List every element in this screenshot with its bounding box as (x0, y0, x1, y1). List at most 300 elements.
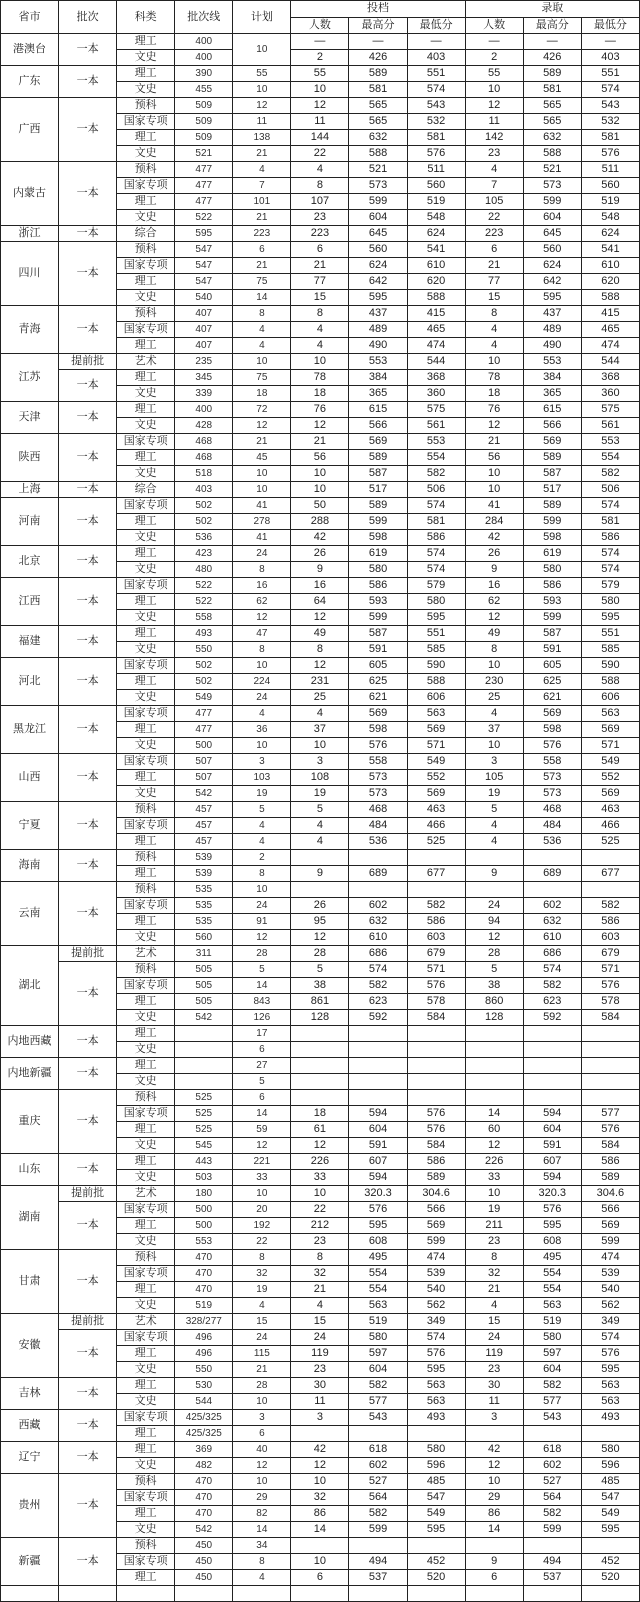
subject-cell: 文史 (117, 1042, 175, 1058)
subject-cell: 预科 (117, 802, 175, 818)
plan-cell: 24 (233, 546, 291, 562)
filing-max-cell: 564 (349, 1490, 407, 1506)
admission-count-cell: 4 (465, 322, 523, 338)
filing-count-cell: 11 (291, 1394, 349, 1410)
admission-count-cell: 3 (465, 1410, 523, 1426)
batch-line-cell: 369 (175, 1442, 233, 1458)
plan-cell: 32 (233, 1266, 291, 1282)
plan-cell: 40 (233, 1442, 291, 1458)
batch-line-cell (175, 1026, 233, 1042)
filing-min-cell: 603 (407, 930, 465, 946)
subject-cell: 文史 (117, 1170, 175, 1186)
admission-max-cell: 594 (523, 1106, 581, 1122)
admission-max-cell: 618 (523, 1442, 581, 1458)
subject-cell: 预科 (117, 1250, 175, 1266)
plan-cell: 2 (233, 850, 291, 866)
filing-count-cell: 226 (291, 1154, 349, 1170)
plan-cell: 41 (233, 530, 291, 546)
table-row (1, 802, 640, 818)
plan-cell: 4 (233, 1570, 291, 1586)
admission-count-cell: 230 (465, 674, 523, 690)
plan-cell: 4 (233, 322, 291, 338)
plan-cell: 4 (233, 818, 291, 834)
filing-max-cell: 632 (349, 130, 407, 146)
admission-max-cell (523, 1026, 581, 1042)
plan-cell: 14 (233, 290, 291, 306)
filing-min-cell (407, 882, 465, 898)
admission-min-cell: 679 (581, 946, 639, 962)
batch-cell: 一本 (59, 1154, 117, 1186)
plan-cell: 16 (233, 578, 291, 594)
subject-cell: 理工 (117, 914, 175, 930)
filing-min-cell: 586 (407, 914, 465, 930)
filing-max-cell: 384 (349, 370, 407, 386)
table-row (1, 1090, 640, 1106)
filing-min-cell: 360 (407, 386, 465, 402)
batch-line-cell: 328/277 (175, 1314, 233, 1330)
plan-cell: 8 (233, 642, 291, 658)
batch-line-cell: 558 (175, 610, 233, 626)
table-row (1, 1330, 640, 1346)
batch-line-cell: 493 (175, 626, 233, 642)
admission-count-cell: 4 (465, 818, 523, 834)
table-row (1, 434, 640, 450)
filing-min-cell: 599 (407, 1234, 465, 1250)
batch-cell: 提前批 (59, 1314, 117, 1330)
batch-cell: 一本 (59, 754, 117, 802)
admission-min-cell: 576 (581, 978, 639, 994)
filing-max-cell: 519 (349, 1314, 407, 1330)
admission-max-cell: 642 (523, 274, 581, 290)
filing-min-cell: 511 (407, 162, 465, 178)
filing-max-cell: 569 (349, 434, 407, 450)
filing-max-cell: 602 (349, 1458, 407, 1474)
table-row (1, 1410, 640, 1426)
admission-max-cell: 580 (523, 562, 581, 578)
admission-count-cell: 9 (465, 866, 523, 882)
batch-line-cell: 502 (175, 658, 233, 674)
subject-cell: 文史 (117, 1394, 175, 1410)
filing-min-cell: 578 (407, 994, 465, 1010)
province-cell: 黑龙江 (1, 706, 59, 754)
batch-cell: 一本 (59, 482, 117, 498)
admission-count-cell: 14 (465, 1106, 523, 1122)
admission-min-cell: 595 (581, 1362, 639, 1378)
empty-cell (465, 1586, 523, 1602)
admission-max-cell: 527 (523, 1474, 581, 1490)
subject-cell: 国家专项 (117, 1106, 175, 1122)
subject-cell: 国家专项 (117, 1410, 175, 1426)
admission-max-cell: 365 (523, 386, 581, 402)
admission-max-cell: 623 (523, 994, 581, 1010)
filing-count-cell: 12 (291, 1458, 349, 1474)
filing-count-cell: 24 (291, 1330, 349, 1346)
admission-max-cell: 490 (523, 338, 581, 354)
province-cell: 内地新疆 (1, 1058, 59, 1090)
admission-count-cell: 76 (465, 402, 523, 418)
plan-cell: 12 (233, 418, 291, 434)
subject-cell: 文史 (117, 1234, 175, 1250)
admission-count-cell: 7 (465, 178, 523, 194)
admission-min-cell: 540 (581, 1282, 639, 1298)
filing-min-cell: 415 (407, 306, 465, 322)
filing-min-cell: 474 (407, 338, 465, 354)
filing-max-cell: 320.3 (349, 1186, 407, 1202)
filing-min-cell: 610 (407, 258, 465, 274)
batch-cell: 一本 (59, 578, 117, 626)
filing-count-cell: 8 (291, 1250, 349, 1266)
filing-min-cell: 551 (407, 66, 465, 82)
subject-cell: 艺术 (117, 946, 175, 962)
filing-max-cell: 619 (349, 546, 407, 562)
plan-cell: 19 (233, 786, 291, 802)
plan-cell: 21 (233, 434, 291, 450)
admission-count-cell: 12 (465, 1138, 523, 1154)
admission-count-cell: 23 (465, 1234, 523, 1250)
batch-line-cell: 519 (175, 1298, 233, 1314)
plan-cell: 82 (233, 1506, 291, 1522)
plan-cell: 8 (233, 562, 291, 578)
subject-cell: 理工 (117, 402, 175, 418)
filing-max-cell: 632 (349, 914, 407, 930)
admission-min-cell: 574 (581, 1330, 639, 1346)
filing-max-cell: 365 (349, 386, 407, 402)
province-cell: 陕西 (1, 434, 59, 482)
plan-cell: 59 (233, 1122, 291, 1138)
filing-count-cell: 25 (291, 690, 349, 706)
plan-cell: 20 (233, 1202, 291, 1218)
admission-max-cell: 608 (523, 1234, 581, 1250)
header-admission-count: 人数 (465, 17, 523, 34)
filing-min-cell: 551 (407, 626, 465, 642)
filing-max-cell: 605 (349, 658, 407, 674)
admission-max-cell: 586 (523, 578, 581, 594)
plan-cell: 3 (233, 754, 291, 770)
batch-cell: 一本 (59, 498, 117, 546)
filing-max-cell: 543 (349, 1410, 407, 1426)
filing-count-cell: 50 (291, 498, 349, 514)
plan-cell: 19 (233, 1282, 291, 1298)
admission-min-cell: 582 (581, 466, 639, 482)
plan-cell: 28 (233, 1378, 291, 1394)
plan-cell: 12 (233, 1138, 291, 1154)
plan-cell: 223 (233, 226, 291, 242)
admission-min-cell: 610 (581, 258, 639, 274)
filing-min-cell: 304.6 (407, 1186, 465, 1202)
filing-max-cell: 565 (349, 114, 407, 130)
filing-min-cell: 580 (407, 1442, 465, 1458)
subject-cell: 预科 (117, 1538, 175, 1554)
subject-cell: 理工 (117, 1442, 175, 1458)
filing-max-cell: 607 (349, 1154, 407, 1170)
filing-max-cell: 437 (349, 306, 407, 322)
filing-max-cell: 598 (349, 530, 407, 546)
subject-cell: 理工 (117, 1154, 175, 1170)
admission-min-cell: 403 (581, 50, 639, 66)
admission-count-cell: 105 (465, 194, 523, 210)
header-subject: 科类 (117, 1, 175, 34)
subject-cell: 文史 (117, 146, 175, 162)
batch-line-cell: 502 (175, 674, 233, 690)
filing-count-cell: 223 (291, 226, 349, 242)
filing-count-cell: 107 (291, 194, 349, 210)
admission-max-cell: 588 (523, 146, 581, 162)
plan-cell: 27 (233, 1058, 291, 1074)
admission-count-cell: 11 (465, 1394, 523, 1410)
header-batch: 批次 (59, 1, 117, 34)
admission-min-cell: 571 (581, 738, 639, 754)
province-cell: 广东 (1, 66, 59, 98)
filing-max-cell: 594 (349, 1170, 407, 1186)
plan-cell: 5 (233, 1074, 291, 1090)
batch-line-cell: 542 (175, 1010, 233, 1026)
table-row (1, 306, 640, 322)
admission-min-cell (581, 1042, 639, 1058)
empty-cell (581, 1586, 639, 1602)
subject-cell: 文史 (117, 690, 175, 706)
admission-max-cell: 602 (523, 1458, 581, 1474)
filing-min-cell: 474 (407, 1250, 465, 1266)
filing-min-cell: 548 (407, 210, 465, 226)
filing-count-cell: 4 (291, 706, 349, 722)
filing-count-cell: 15 (291, 290, 349, 306)
admission-count-cell: 38 (465, 978, 523, 994)
filing-count-cell: 10 (291, 1186, 349, 1202)
batch-cell: 一本 (59, 1090, 117, 1154)
admission-min-cell: 549 (581, 754, 639, 770)
filing-min-cell: 576 (407, 1122, 465, 1138)
subject-cell: 文史 (117, 1522, 175, 1538)
admission-min-cell (581, 1538, 639, 1554)
filing-count-cell: 12 (291, 1138, 349, 1154)
admission-max-cell: 384 (523, 370, 581, 386)
filing-min-cell: 586 (407, 530, 465, 546)
table-row (1, 1202, 640, 1218)
filing-count-cell: 23 (291, 210, 349, 226)
empty-cell (407, 1586, 465, 1602)
batch-cell: 一本 (59, 34, 117, 66)
plan-cell: 10 (233, 34, 291, 66)
empty-cell (175, 1586, 233, 1602)
table-row (1, 626, 640, 642)
admission-min-cell: 576 (581, 1122, 639, 1138)
batch-line-cell: 522 (175, 594, 233, 610)
batch-line-cell: 470 (175, 1506, 233, 1522)
batch-line-cell (175, 1042, 233, 1058)
filing-count-cell: 15 (291, 1314, 349, 1330)
admission-count-cell: 5 (465, 802, 523, 818)
filing-min-cell: 547 (407, 1490, 465, 1506)
batch-line-cell: 235 (175, 354, 233, 370)
filing-min-cell: 540 (407, 1282, 465, 1298)
filing-max-cell: 591 (349, 642, 407, 658)
filing-count-cell: 38 (291, 978, 349, 994)
filing-min-cell: 349 (407, 1314, 465, 1330)
subject-cell: 国家专项 (117, 1554, 175, 1570)
admission-max-cell: 573 (523, 786, 581, 802)
subject-cell: 理工 (117, 866, 175, 882)
admission-min-cell: 574 (581, 82, 639, 98)
filing-min-cell (407, 1058, 465, 1074)
subject-cell: 文史 (117, 610, 175, 626)
plan-cell: 10 (233, 738, 291, 754)
batch-line-cell: 502 (175, 498, 233, 514)
admission-min-cell (581, 1090, 639, 1106)
subject-cell: 文史 (117, 786, 175, 802)
header-admission-max: 最高分 (523, 17, 581, 34)
admission-max-cell: 468 (523, 802, 581, 818)
admission-count-cell: 56 (465, 450, 523, 466)
header-filing-count: 人数 (291, 17, 349, 34)
plan-cell: 10 (233, 1394, 291, 1410)
filing-min-cell: 590 (407, 658, 465, 674)
subject-cell: 理工 (117, 1122, 175, 1138)
subject-cell: 国家专项 (117, 434, 175, 450)
filing-max-cell: 624 (349, 258, 407, 274)
plan-cell: 75 (233, 370, 291, 386)
filing-count-cell: 55 (291, 66, 349, 82)
admission-count-cell (465, 1042, 523, 1058)
filing-max-cell: 573 (349, 786, 407, 802)
filing-min-cell: 585 (407, 642, 465, 658)
plan-cell: 34 (233, 1538, 291, 1554)
filing-count-cell: 37 (291, 722, 349, 738)
admission-min-cell (581, 1058, 639, 1074)
subject-cell: 文史 (117, 1010, 175, 1026)
batch-line-cell: 503 (175, 1170, 233, 1186)
filing-max-cell: 645 (349, 226, 407, 242)
filing-max-cell: 468 (349, 802, 407, 818)
batch-line-cell: 509 (175, 130, 233, 146)
filing-count-cell: 95 (291, 914, 349, 930)
filing-count-cell: 26 (291, 546, 349, 562)
admission-max-cell: 594 (523, 1170, 581, 1186)
filing-max-cell: 587 (349, 466, 407, 482)
filing-min-cell: 403 (407, 50, 465, 66)
admission-max-cell (523, 1058, 581, 1074)
subject-cell: 国家专项 (117, 322, 175, 338)
filing-min-cell: 560 (407, 178, 465, 194)
filing-min-cell: 561 (407, 418, 465, 434)
batch-line-cell: 345 (175, 370, 233, 386)
admission-max-cell: 320.3 (523, 1186, 581, 1202)
admission-count-cell: 10 (465, 658, 523, 674)
admission-max-cell: 577 (523, 1394, 581, 1410)
plan-cell: 6 (233, 242, 291, 258)
filing-max-cell: 558 (349, 754, 407, 770)
filing-max-cell: 618 (349, 1442, 407, 1458)
admission-count-cell: 119 (465, 1346, 523, 1362)
admission-count-cell: 21 (465, 258, 523, 274)
province-cell: 辽宁 (1, 1442, 59, 1474)
filing-min-cell (407, 1074, 465, 1090)
filing-min-cell: 452 (407, 1554, 465, 1570)
admission-count-cell: 10 (465, 738, 523, 754)
table-row (1, 402, 640, 418)
batch-line-cell: 457 (175, 802, 233, 818)
admission-count-cell: 19 (465, 1202, 523, 1218)
province-cell: 海南 (1, 850, 59, 882)
table-row (1, 578, 640, 594)
filing-max-cell: 569 (349, 706, 407, 722)
table-row (1, 658, 640, 674)
filing-count-cell: 26 (291, 898, 349, 914)
filing-max-cell: 602 (349, 898, 407, 914)
subject-cell: 国家专项 (117, 818, 175, 834)
admission-count-cell (465, 1538, 523, 1554)
admission-count-cell: 11 (465, 114, 523, 130)
subject-cell: 理工 (117, 66, 175, 82)
admission-min-cell: 574 (581, 498, 639, 514)
filing-count-cell: 9 (291, 866, 349, 882)
filing-max-cell: 560 (349, 242, 407, 258)
batch-cell: 一本 (59, 658, 117, 706)
header-batch-line: 批次线 (175, 1, 233, 34)
admission-max-cell: 593 (523, 594, 581, 610)
admission-max-cell: 598 (523, 530, 581, 546)
filing-max-cell: 490 (349, 338, 407, 354)
batch-cell: 一本 (59, 1378, 117, 1410)
filing-count-cell: 77 (291, 274, 349, 290)
table-row (1, 850, 640, 866)
plan-cell: 24 (233, 1330, 291, 1346)
admission-min-cell: 579 (581, 578, 639, 594)
filing-max-cell: 565 (349, 98, 407, 114)
admission-max-cell: 595 (523, 1218, 581, 1234)
plan-cell: 14 (233, 978, 291, 994)
admission-max-cell: 625 (523, 674, 581, 690)
subject-cell: 文史 (117, 82, 175, 98)
plan-cell: 41 (233, 498, 291, 514)
admission-min-cell: 577 (581, 1106, 639, 1122)
admission-max-cell: 573 (523, 770, 581, 786)
filing-max-cell (349, 1026, 407, 1042)
filing-count-cell: 42 (291, 530, 349, 546)
filing-max-cell: 517 (349, 482, 407, 498)
batch-line-cell: 549 (175, 690, 233, 706)
admission-count-cell: 23 (465, 146, 523, 162)
batch-cell: 一本 (59, 626, 117, 658)
filing-max-cell: 608 (349, 1234, 407, 1250)
admission-count-cell: 28 (465, 946, 523, 962)
filing-max-cell: 595 (349, 290, 407, 306)
admission-min-cell: 581 (581, 514, 639, 530)
filing-count-cell: 10 (291, 82, 349, 98)
filing-min-cell: 543 (407, 98, 465, 114)
batch-line-cell: 539 (175, 850, 233, 866)
filing-min-cell: 506 (407, 482, 465, 498)
admission-count-cell: 12 (465, 98, 523, 114)
filing-count-cell: 61 (291, 1122, 349, 1138)
filing-max-cell: 589 (349, 66, 407, 82)
plan-cell: 24 (233, 690, 291, 706)
admission-max-cell (523, 1426, 581, 1442)
admission-count-cell: — (465, 34, 523, 50)
header-filing: 投档 (291, 1, 465, 18)
filing-min-cell: 679 (407, 946, 465, 962)
plan-cell: 17 (233, 1026, 291, 1042)
batch-cell: 一本 (59, 434, 117, 482)
table-row (1, 370, 640, 386)
header-admission-min: 最低分 (581, 17, 639, 34)
table-row (1, 1442, 640, 1458)
admission-count-cell: 10 (465, 1186, 523, 1202)
batch-line-cell: 553 (175, 1234, 233, 1250)
plan-cell: 21 (233, 258, 291, 274)
batch-cell: 一本 (59, 1202, 117, 1250)
batch-line-cell: 550 (175, 1362, 233, 1378)
filing-count-cell: 5 (291, 802, 349, 818)
